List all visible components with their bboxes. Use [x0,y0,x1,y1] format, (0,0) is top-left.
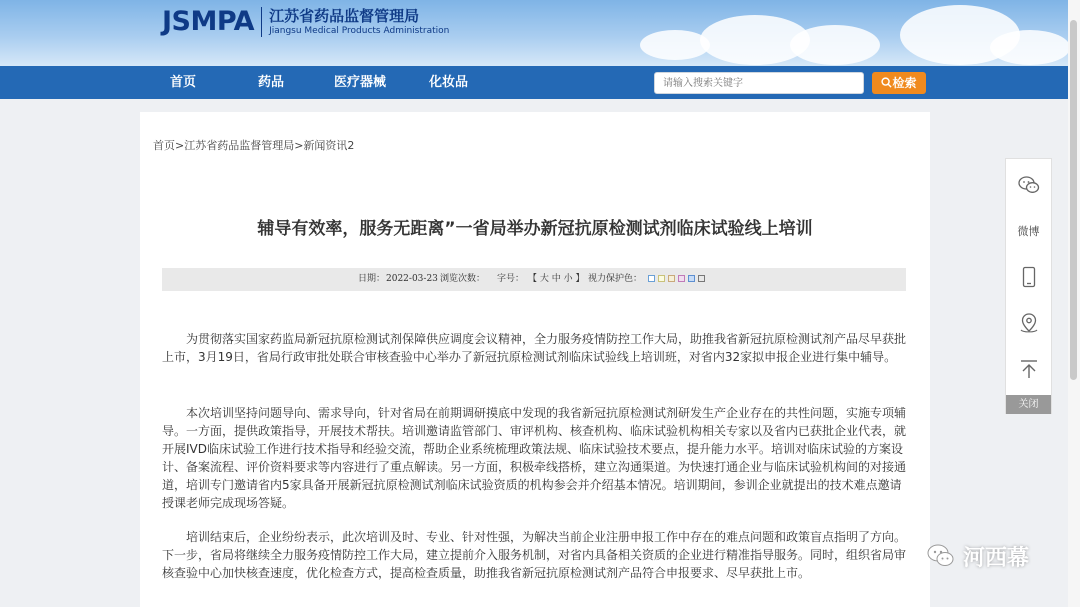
breadcrumb [153,137,354,153]
article-paragraph: 本次培训坚持问题导向、需求导向，针对省局在前期调研摸底中发现的我省新冠抗原检测试剂研发生产企业存在的共性问题，实施专项辅导。一方面，提供政策指导，开展技术帮扶。培训邀请监管部门、审评机构、核查机构、临床试验机构相关专家以及省内已获批企业代表，就开展IVD临床试验工作进行技术指导和经验交流，帮助企业系统梳理政策法规、临床试验技术要点，提升能力水平。培训对临床试验的方案设计、备案流程、评价资料要求等内容进行了重点解读。另一方面，积极牵线搭桥，建立沟通渠道。为快速打通企业与临床试验机构间的对接通道，培训专门邀请省内5家具备开展新冠抗原检测试剂临床试验资质的机构参会并介绍基本情况。培训期间，参训企业就提出的技术难点邀请授课老师完成现场答疑。 [162,406,907,510]
site-logo[interactable] [162,6,449,37]
article-title: 辅导有效率，服务无距离”一省局举办新冠抗原检测试剂临床试验线上培训 [257,219,813,239]
cloud-decoration [990,30,1070,65]
logo-divider [261,7,262,37]
share-sidebar [1005,158,1052,414]
weibo-label: 微博 [1017,224,1040,238]
font-size-switcher[interactable]: 【 大 中 小 】 [528,274,585,284]
meta-date: 2022-03-23 [386,274,438,284]
wechat-share-button[interactable] [1006,161,1051,208]
nav-cosmetics[interactable]: 化妆品 [429,75,469,90]
breadcrumb-news[interactable]: 新闻资讯2 [303,139,355,152]
eye-color-swatch[interactable] [698,275,705,282]
arrow-up-icon [1017,357,1041,381]
breadcrumb-home[interactable]: 首页 [153,139,175,152]
breadcrumb-separator: > [175,139,185,152]
wechat-watermark [925,540,1029,572]
article-paragraph: 培训结束后，企业纷纷表示，此次培训及时、专业、针对性强，为解决当前企业注册申报工作中存在的难点问题和政策盲点指明了方向。下一步，省局将继续全力服务疫情防控工作大局，建立提前介入服务机制，对省内具备相关资质的企业进行精准指导服务。同时，组织省局审核查验中心加快核查速度，优化检查方式，提高检查质量，助推我省新冠抗原检测试剂产品符合申报要求、尽早获批上市。 [162,530,907,580]
meta-font-label: 字号： [497,274,525,284]
eye-color-swatch[interactable] [658,275,665,282]
scrollbar-thumb[interactable] [1070,20,1077,380]
meta-eye-label: 视力保护色： [588,274,643,284]
watermark-text: 河西幕 [963,545,1030,571]
article-meta-bar [162,268,906,291]
back-to-top-button[interactable] [1006,345,1051,392]
wechat-watermark-icon [925,540,957,572]
eye-color-swatch[interactable] [678,275,685,282]
cloud-decoration [790,25,880,65]
nav-drugs[interactable]: 药品 [258,75,285,90]
logo-english-name: Jiangsu Medical Products Administration [269,25,450,36]
mobile-phone-icon [1017,265,1041,289]
logo-mark: JSMPA [162,6,255,37]
wechat-icon [1017,173,1041,197]
cloud-decoration [640,30,710,60]
breadcrumb-agency[interactable]: 江苏省药品监督管理局 [184,139,295,152]
search-icon [881,77,892,88]
logo-chinese-name: 江苏省药品监督管理局 [269,6,420,25]
search-button-label: 检索 [892,76,917,90]
nav-medical-devices[interactable]: 医疗器械 [334,75,387,90]
search-input[interactable] [654,72,864,94]
article-paragraph: 为贯彻落实国家药监局新冠抗原检测试剂保障供应调度会议精神，全力服务疫情防控工作大局，助推我省新冠抗原检测试剂产品尽早获批上市，3月19日，省局行政审批处联合审核查验中心举办了新冠抗原检测试剂临床试验线上培训班，对省内32家拟申报企业进行集中辅导。 [162,332,907,364]
header-banner [0,0,1080,66]
breadcrumb-separator: > [294,139,304,152]
eye-color-swatch[interactable] [648,275,655,282]
eye-color-swatch[interactable] [668,275,675,282]
search-button[interactable] [872,72,926,94]
article-panel [140,112,930,607]
weibo-share-button[interactable] [1006,207,1051,254]
location-pin-icon [1017,311,1041,335]
sidebar-close-button[interactable]: 关闭 [1006,395,1051,414]
mobile-view-button[interactable] [1006,253,1051,300]
eye-color-swatch[interactable] [688,275,695,282]
eye-color-options [648,268,708,291]
meta-views-label: 浏览次数： [440,274,486,284]
nav-home[interactable]: 首页 [170,75,197,90]
location-button[interactable] [1006,299,1051,346]
meta-date-label: 日期： [358,274,386,284]
